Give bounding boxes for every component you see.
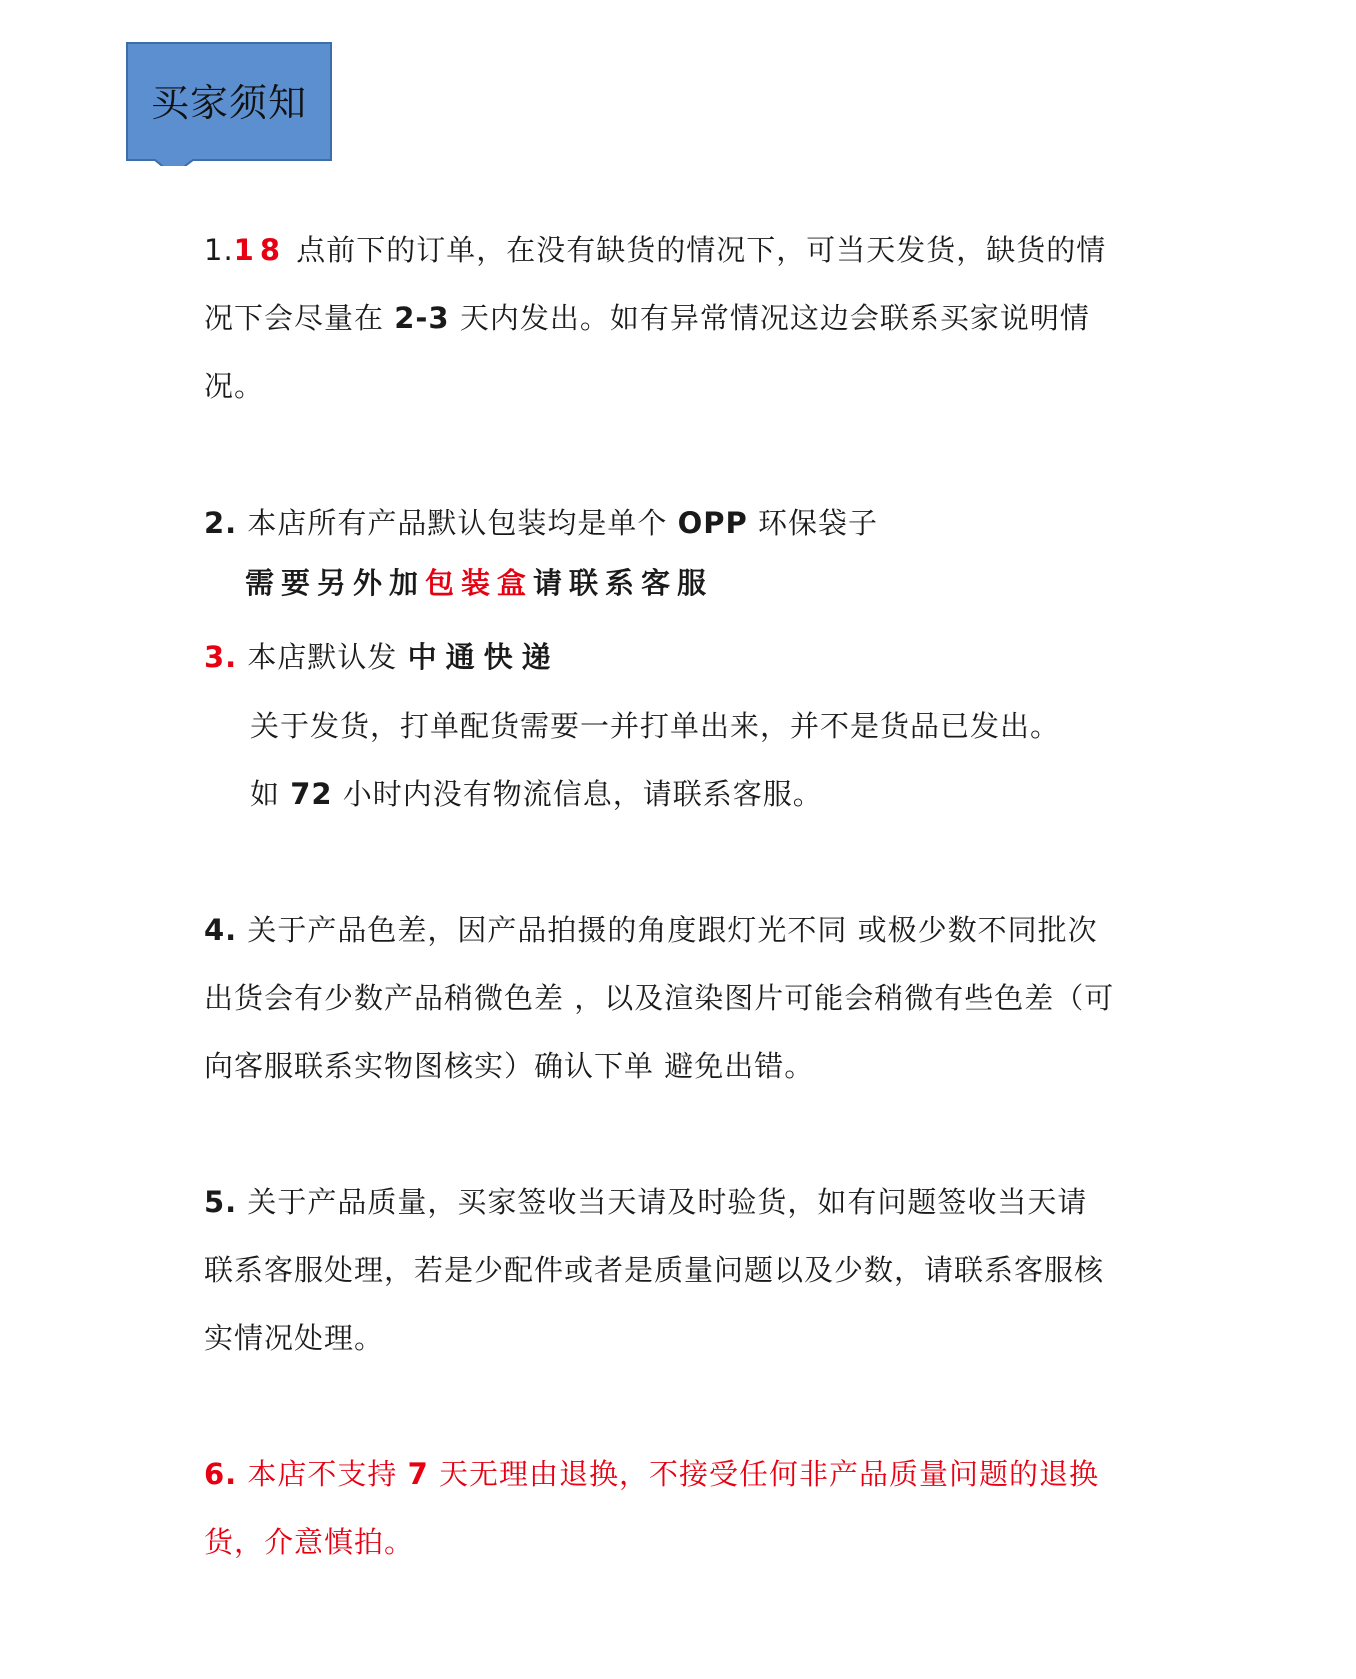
banner-title: 买家须知 <box>150 81 307 125</box>
notice-6-line-1 <box>204 1454 1099 1494</box>
notice-4-line-1-text: 关于产品色差，因产品拍摄的角度跟灯光不同 或极少数不同批次 <box>237 913 1098 947</box>
notice-4-line-1 <box>204 910 1098 950</box>
notice-2-line-1-text-a: 本店所有产品默认包装均是单个 <box>237 506 678 540</box>
notice-5-line-1-text: 关于产品质量，买家签收当天请及时验货，如有问题签收当天请 <box>237 1185 1088 1219</box>
notice-2-opp: OPP <box>677 506 748 540</box>
notice-2-line-2 <box>245 563 713 603</box>
notice-5-line-1 <box>204 1182 1087 1222</box>
notice-6-days: 7 <box>407 1457 429 1491</box>
notice-2-number: 2. <box>204 506 238 540</box>
notice-2-packaging-box: 包装盒 <box>425 566 534 600</box>
notice-5-number: 5. <box>204 1185 238 1219</box>
notice-3-line-1-text: 本店默认发 <box>237 640 408 674</box>
notice-6-number: 6. <box>204 1457 238 1491</box>
notice-1-number: 1. <box>204 233 234 267</box>
notice-3-line-1 <box>204 637 560 677</box>
notice-1-line-1 <box>204 230 1106 270</box>
notice-3-courier: 中通快递 <box>407 640 560 674</box>
notice-1-line-2 <box>204 298 1090 338</box>
notice-6-line-2: 货，介意慎拍。 <box>204 1525 415 1559</box>
notice-1-line-1-text: 点前下的订单，在没有缺货的情况下，可当天发货，缺货的情 <box>286 233 1107 267</box>
notice-1-line-2-text-a: 况下会尽量在 <box>204 301 395 335</box>
notice-1-line-3: 况。 <box>204 369 265 403</box>
notice-6-line-1-text-b: 天无理由退换，不接受任何非产品质量问题的退换 <box>428 1457 1100 1491</box>
notice-3-line-3-text-a: 如 <box>250 777 291 811</box>
notice-3-line-3 <box>250 774 823 814</box>
notice-banner <box>126 42 332 162</box>
notice-6-line-1-text-a: 本店不支持 <box>237 1457 408 1491</box>
notice-3-line-3-text-b: 小时内没有物流信息，请联系客服。 <box>332 777 823 811</box>
notice-4-line-3: 向客服联系实物图核实）确认下单 避免出错。 <box>204 1049 815 1083</box>
notice-2-line-1-text-b: 环保袋子 <box>747 506 879 540</box>
notice-1-line-2-text-b: 天内发出。如有异常情况这边会联系买家说明情 <box>449 301 1090 335</box>
notice-2-line-1 <box>204 503 878 543</box>
notice-4-number: 4. <box>204 913 238 947</box>
notice-1-cutoff-hour: 18 <box>233 233 287 267</box>
notice-3-line-2: 关于发货，打单配货需要一并打单出来，并不是货品已发出。 <box>250 709 1061 743</box>
notice-5-line-2: 联系客服处理，若是少配件或者是质量问题以及少数，请联系客服核 <box>204 1253 1105 1287</box>
notice-2-line-2-text-b: 请联系客服 <box>533 566 714 600</box>
notice-3-number: 3. <box>204 640 238 674</box>
notice-1-days: 2-3 <box>394 301 450 335</box>
notice-5-line-3: 实情况处理。 <box>204 1321 385 1355</box>
notice-3-hours: 72 <box>290 777 333 811</box>
notice-2-line-2-text-a: 需要另外加 <box>245 566 426 600</box>
notice-4-line-2: 出货会有少数产品稍微色差 ，以及渲染图片可能会稍微有些色差（可 <box>204 981 1115 1015</box>
